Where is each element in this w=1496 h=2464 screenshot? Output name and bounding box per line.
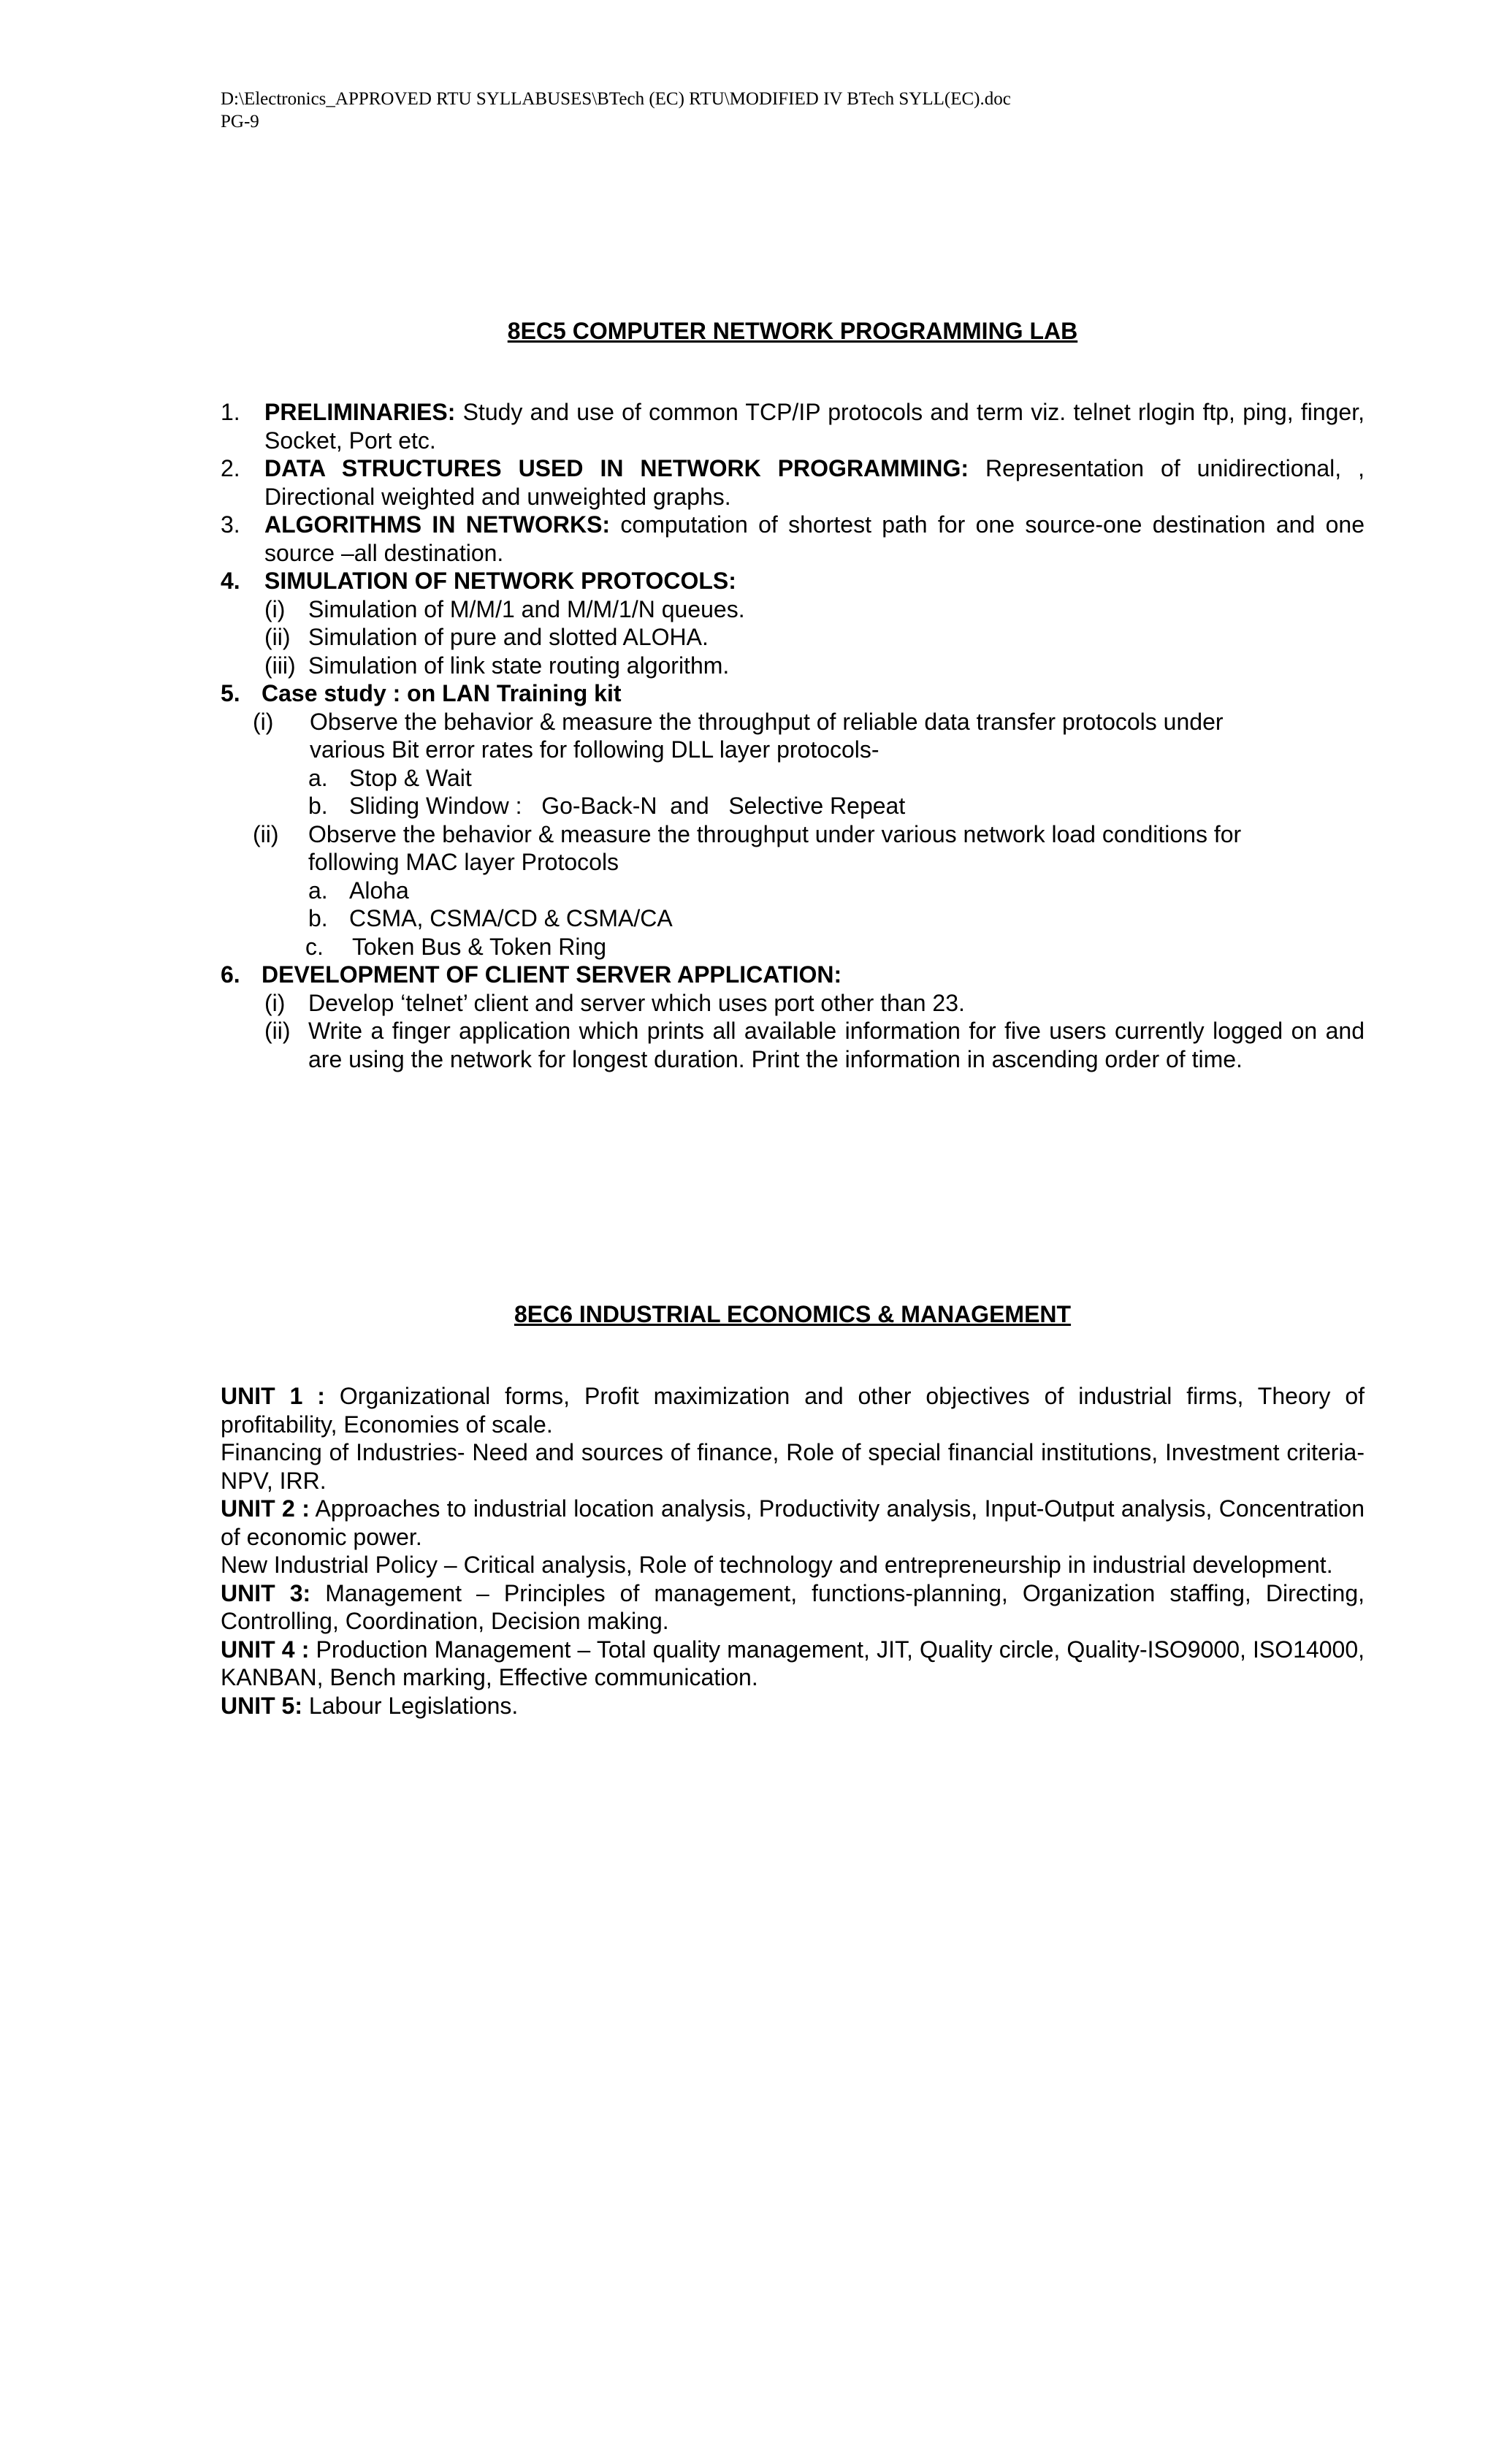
list-subitem: [264, 1017, 1365, 1073]
alpha-text: Token Bus & Token Ring: [352, 933, 607, 960]
item-body: [262, 961, 1365, 989]
alpha-text: Aloha: [349, 877, 409, 904]
unit-paragraph: [221, 1692, 1365, 1720]
subitem-number: (ii): [264, 624, 291, 650]
item-body: [264, 398, 1365, 454]
list-alpha-item: [305, 933, 1365, 961]
unit-heading: UNIT 4 :: [221, 1636, 310, 1663]
list-subitem: [253, 820, 1365, 877]
list-subitem: [264, 652, 1365, 680]
alpha-text: CSMA, CSMA/CD & CSMA/CA: [349, 905, 673, 931]
item-heading: DATA STRUCTURES USED IN NETWORK PROGRAMMING:: [264, 455, 969, 481]
list-subitem: [264, 623, 1365, 652]
file-header: [221, 88, 1011, 133]
subitem-number: (ii): [264, 1018, 291, 1044]
lab-item-4: [221, 567, 1365, 595]
lab-item-3: [221, 511, 1365, 567]
unit-paragraph: [221, 1382, 1365, 1438]
alpha-number: a.: [308, 877, 328, 904]
item-body: [264, 511, 1365, 567]
item-text: Representation of unidirectional, , Directional weighted and unweighted graphs.: [264, 455, 1365, 510]
list-alpha-item: [308, 904, 1365, 933]
unit-paragraph: [221, 1495, 1365, 1551]
item-heading: SIMULATION OF NETWORK PROTOCOLS:: [264, 568, 736, 594]
unit-heading: UNIT 5:: [221, 1692, 302, 1719]
subitem-text: Observe the behavior & measure the throughput under various network load conditions for following MAC layer Protocols: [308, 820, 1242, 875]
alpha-text: Sliding Window : Go-Back-N and Selective Repeat: [349, 793, 906, 819]
subitem-text: Observe the behavior & measure the throughput of reliable data transfer protocols under various Bit error rates for following DLL layer protocols-: [310, 708, 1224, 763]
item-text: Study and use of common TCP/IP protocols and term viz. telnet rlogin ftp, ping, finger, Socket, Port etc.: [264, 399, 1365, 454]
unit-paragraph: [221, 1438, 1365, 1495]
unit-text: Financing of Industries- Need and sources of finance, Role of special financial institutions, Investment criteria-NPV, IRR.: [221, 1439, 1365, 1494]
unit-heading: UNIT 2 :: [221, 1495, 310, 1522]
list-subitem: [264, 595, 1365, 624]
item-heading: Case study : on LAN Training kit: [262, 680, 622, 706]
item-number: 3.: [221, 511, 240, 538]
subitem-text: Develop ‘telnet’ client and server which uses port other than 23.: [308, 989, 965, 1016]
alpha-number: a.: [308, 764, 328, 791]
subitem-text: Write a finger application which prints all available information for five users currently logged on and are using the network for longest duration. Print the information in ascending order of time.: [308, 1018, 1365, 1072]
item-number: 2.: [221, 455, 240, 481]
unit-text: Management – Principles of management, functions-planning, Organization staffing, Directing, Controlling, Coordination, Decision making.: [221, 1579, 1365, 1634]
item-body: [264, 454, 1365, 511]
lab-item-6: [221, 961, 1365, 989]
list-alpha-item: [308, 764, 1365, 793]
subitem-number: (i): [253, 708, 274, 735]
unit-paragraph: [221, 1636, 1365, 1692]
subitem-number: (i): [264, 989, 286, 1016]
lab-item-5: [221, 679, 1365, 708]
page-label: PG-9: [221, 112, 259, 131]
list-alpha-item: [308, 877, 1365, 905]
alpha-text: Stop & Wait: [349, 764, 472, 791]
unit-text: Approaches to industrial location analysis, Productivity analysis, Input-Output analysis, Concentration of economic power.: [221, 1495, 1365, 1550]
item-number: 5.: [221, 680, 240, 706]
subitem-number: (ii): [253, 820, 279, 847]
unit-text: Labour Legislations.: [302, 1692, 519, 1719]
subitem-number: (iii): [264, 652, 296, 679]
unit-paragraph: [221, 1551, 1365, 1579]
subitem-text: Simulation of link state routing algorithm.: [308, 652, 730, 679]
subitem-text: Simulation of M/M/1 and M/M/1/N queues.: [308, 595, 745, 622]
list-alpha-item: [308, 792, 1365, 820]
alpha-number: c.: [305, 933, 324, 960]
alpha-number: b.: [308, 793, 328, 819]
item-heading: PRELIMINARIES:: [264, 399, 456, 425]
unit-heading: UNIT 1 :: [221, 1383, 325, 1409]
item-heading: ALGORITHMS IN NETWORKS:: [264, 511, 611, 538]
list-subitem: [264, 989, 1365, 1018]
subitem-text: Simulation of pure and slotted ALOHA.: [308, 624, 709, 650]
econ-syllabus: [221, 1382, 1365, 1720]
econ-section-title: 8EC6 INDUSTRIAL ECONOMICS & MANAGEMENT: [514, 1301, 1072, 1327]
unit-heading: UNIT 3:: [221, 1579, 311, 1606]
item-body: [262, 679, 1365, 708]
list-subitem: [253, 708, 1365, 764]
unit-text: Production Management – Total quality management, JIT, Quality circle, Quality-ISO9000, ISO14000, KANBAN, Bench marking, Effective communication.: [221, 1636, 1365, 1690]
item-heading: DEVELOPMENT OF CLIENT SERVER APPLICATION:: [262, 961, 842, 988]
item-text: computation of shortest path for one source-one destination and one source –all destination.: [264, 511, 1365, 566]
item-number: 6.: [221, 961, 240, 988]
item-number: 1.: [221, 399, 240, 425]
item-number: 4.: [221, 568, 240, 594]
alpha-number: b.: [308, 905, 328, 931]
file-path: D:\Electronics_APPROVED RTU SYLLABUSES\BTech (EC) RTU\MODIFIED IV BTech SYLL(EC).doc: [221, 89, 1011, 109]
lab-item-1: [221, 398, 1365, 454]
subitem-number: (i): [264, 595, 286, 622]
unit-text: New Industrial Policy – Critical analysis, Role of technology and entrepreneurship in industrial development.: [221, 1552, 1333, 1578]
unit-paragraph: [221, 1579, 1365, 1636]
lab-section-title: 8EC5 COMPUTER NETWORK PROGRAMMING LAB: [507, 318, 1078, 344]
unit-text: Organizational forms, Profit maximization and other objectives of industrial firms, Theory of profitability, Economies of scale.: [221, 1383, 1365, 1438]
lab-syllabus-list: [221, 398, 1365, 1073]
lab-item-2: [221, 454, 1365, 511]
item-body: [264, 567, 1365, 595]
